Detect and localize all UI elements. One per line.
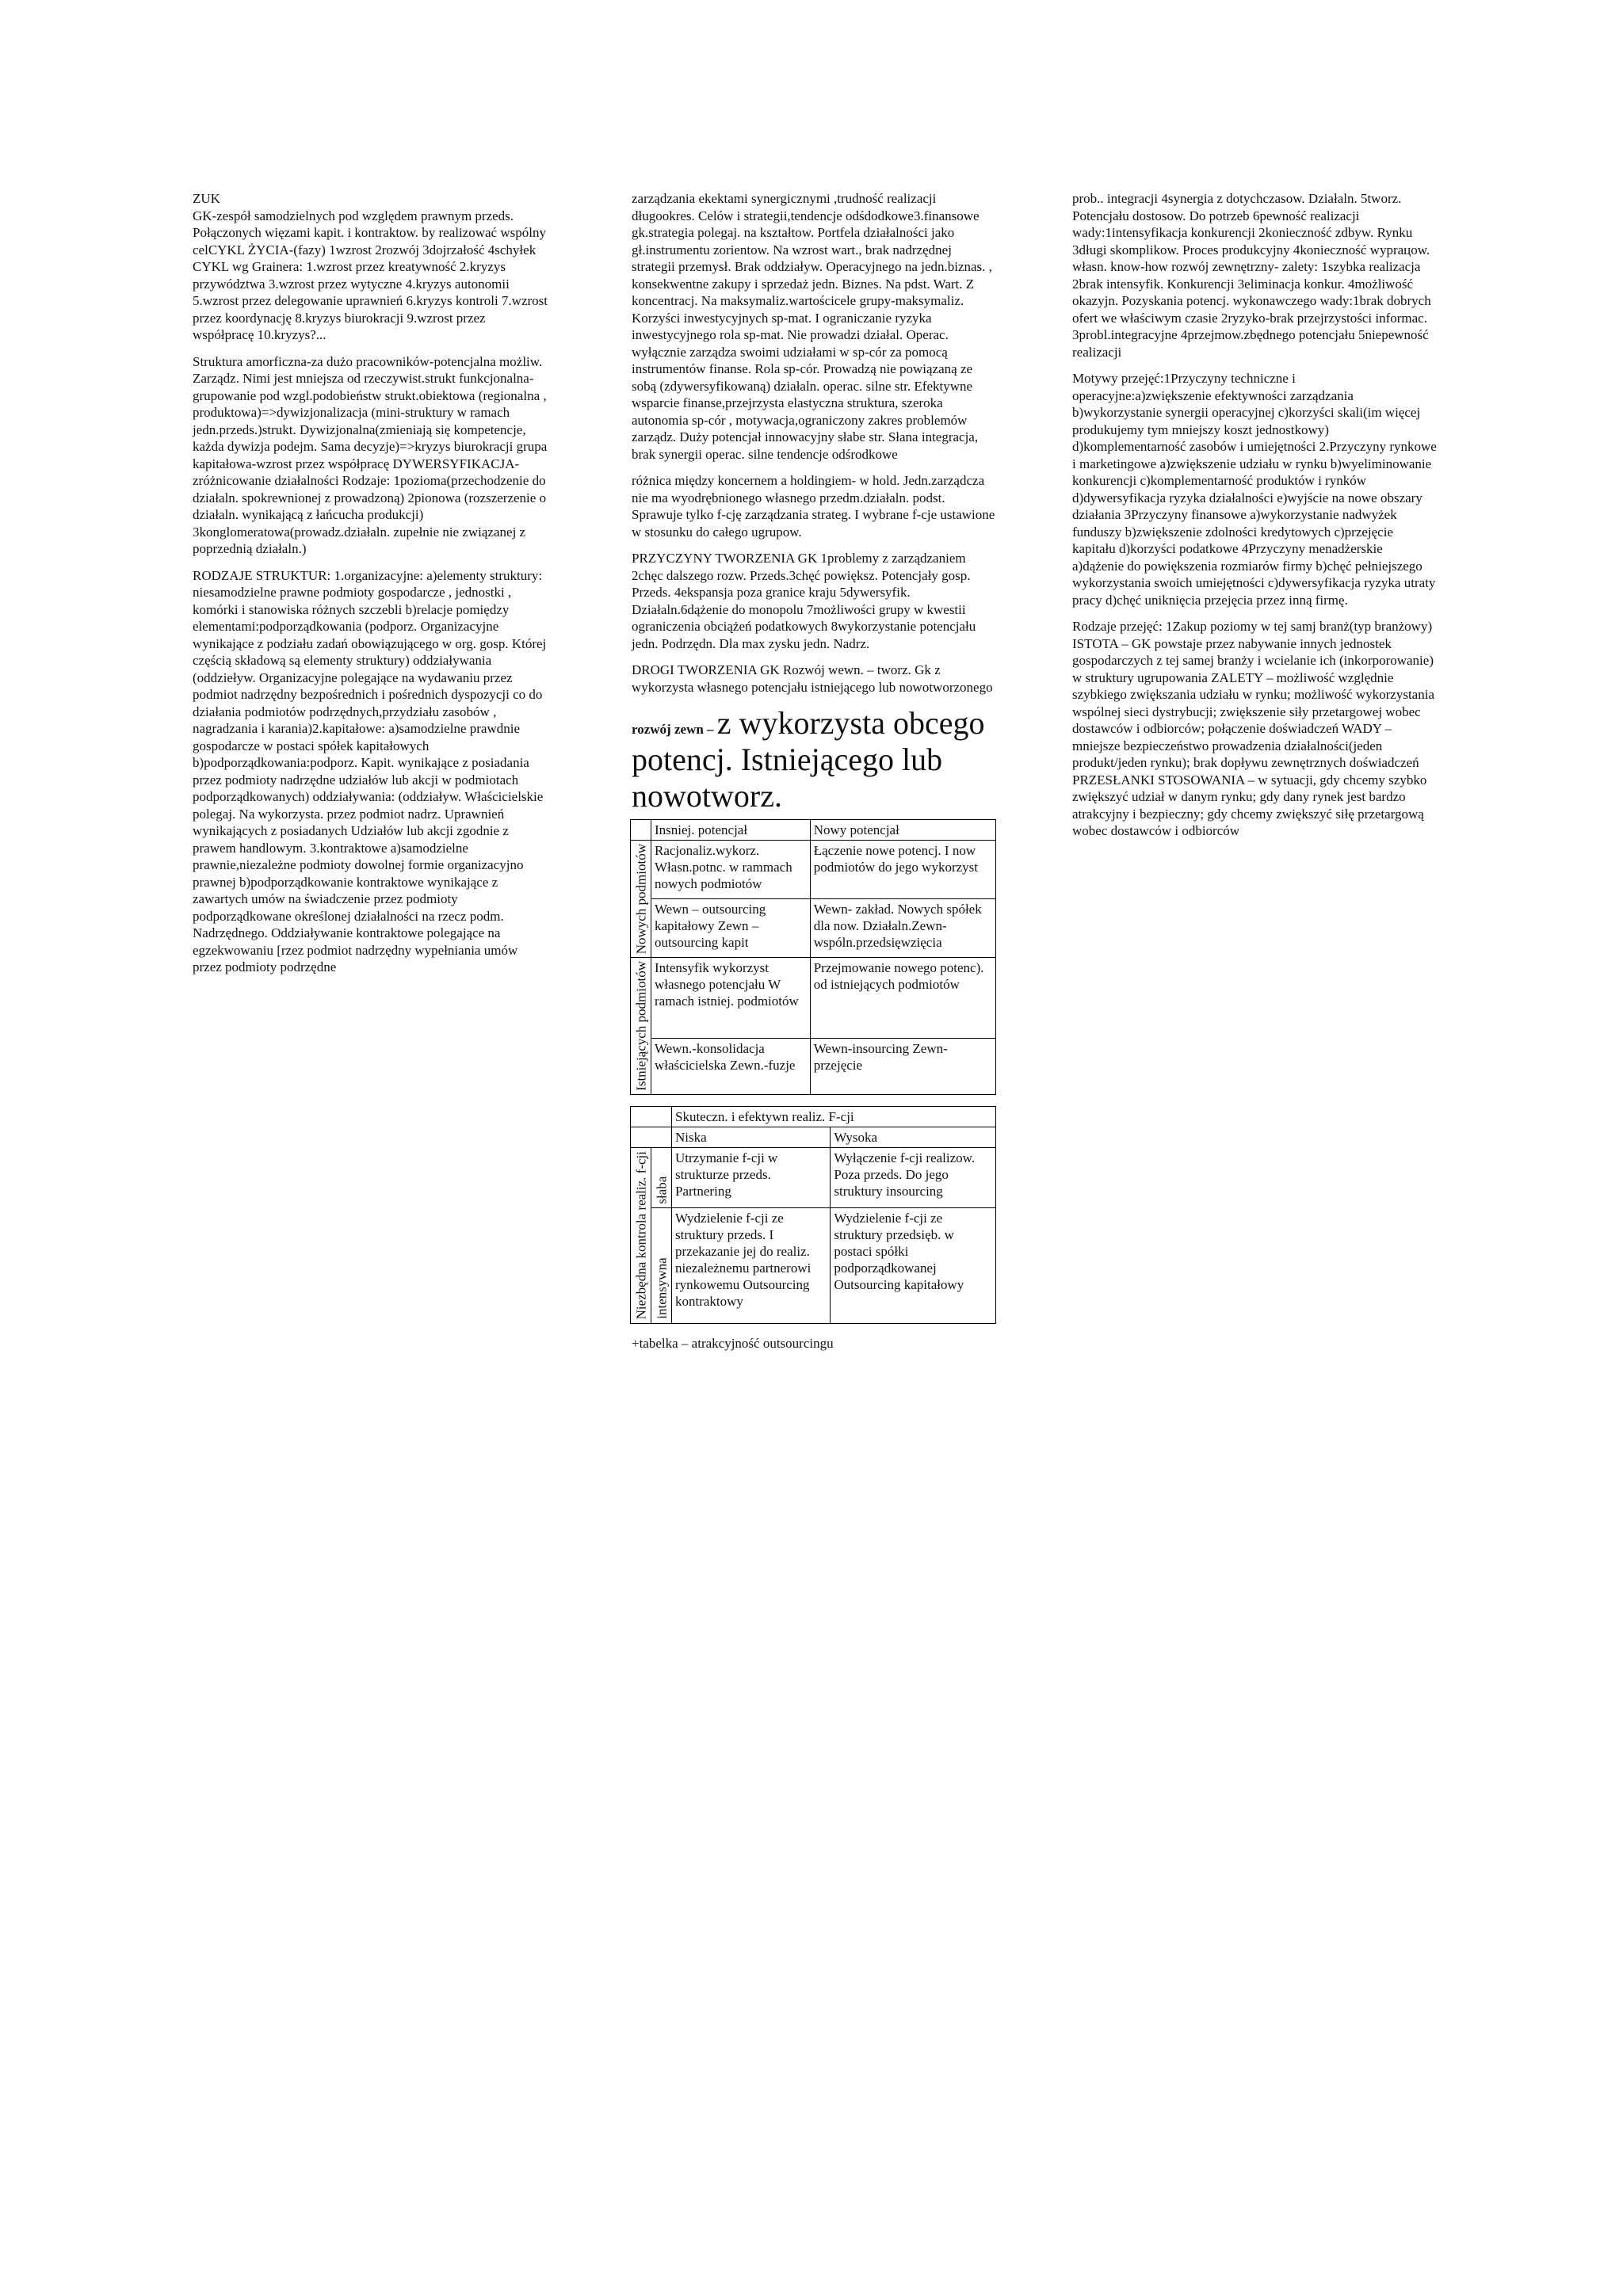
- table-cell: Racjonaliz.wykorz. Własn.potnc. w rammach nowych podmiotów: [651, 841, 811, 899]
- table-cell: Intensyfik wykorzyst własnego potencjału W ramach istniej. podmiotów: [651, 958, 811, 1039]
- table-cell: Przejmowanie nowego potenc). od istniejących podmiotów: [810, 958, 995, 1039]
- table-cell: Wewn- zakład. Nowych spółek dla now. Działaln.Zewn-wspóln.przedsięwzięcia: [810, 899, 995, 958]
- section-text: PRZYCZYNY TWORZENIA GK 1problemy z zarządzaniem 2chęc dalszego rozw. Przeds.3chęć powiększ. Potencjały gosp. Przeds. 4ekspansja poza granice kraju 5dywersyfik. Działaln.6dążenie do monopolu 7możliwości grupy w kwestii ograniczenia obciążeń podatkowych 8wykorzystanie potencjału jedn. Podrzędn. Dla max zysku jedn. Nadrz.: [632, 551, 976, 651]
- outsourcing-table: [630, 1106, 996, 1323]
- section-block: [193, 567, 549, 976]
- section-text: prob.. integracji 4synergia z dotychczasow. Działaln. 5tworz. Potencjału dostosow. Do potrzeb 6pewność realizacji wady:1intensyfikacja konkurencji 2konieczność zdbyw. Rynku 3długi skomplikow. Proces produkcyjny 4konieczność wyprацow. własn. know-how rozwój zewnętrzny- zalety: 1szybka realizacja 2brak intensyfik. Konkurencji 3eliminacja konkur. 4możliwość okazyjn. Pozyskania potencj. wykonawczego wady:1brak dobrych ofert we właściwym czasie 2ryzyko-brak przejrzystości informac. 3probl.integracyjne 4przejmow.zbędnego potencjału 5niepewność realizacji: [1072, 191, 1431, 360]
- column-left: [193, 190, 549, 986]
- section-text: różnica między koncernem a holdingiem- w hold. Jedn.zarządcza nie ma wyodrębnionego własnego przedm.działaln. podst. Sprawuje tylko f-cję zarządzania strateg. I wybrane f-cje ustawione w stosunku do całego ugrupow.: [632, 473, 995, 540]
- row-group-label: Istniejących podmiotów: [631, 958, 651, 1095]
- external-growth-heading: [632, 705, 996, 814]
- table-cell: Wyłączenie f-cji realizow. Poza przeds. Do jego struktury insourcing: [831, 1148, 996, 1208]
- section-text: GK-zespół samodzielnych pod względem prawnym przeds. Połączonych więzami kapit. i kontraktow. by realizować wspólny celCYKL ŻYCIA-(fazy) 1wzrost 2rozwój 3dojrzałość 4schyłek CYKL wg Grainera: 1.wzrost przez kreatywność 2.kryzys przywództwa 3.wzrost przez wytyczne 4.kryzys autonomii 5.wzrost przez delegowanie uprawnień 6.kryzys kontroli 7.wzrost przez koordynację 8.kryzys biurokracji 9.wzrost przez współpracę 10.kryzys?...: [193, 208, 548, 342]
- section-title: ZUK: [193, 191, 220, 206]
- section-block: [1072, 618, 1437, 840]
- section-text: RODZAJE STRUKTUR: 1.organizacyjne: a)elementy struktury: niesamodzielne prawne podmioty gospodarcze , jednostki , komórki i stanowiska różnych szczebli b)relacje pomiędzy elementami:podporządkowania (podporz. Organizacyjne wynikające z podziału zadań obowiązującego w org. gosp. Której częścią składową są elementy struktury) oddziaływania (oddzieływ. Organizacyjne polegające na wydawaniu przez podmiot nadrzędny bezpośrednich i pośrednich dyspozycji co do działania podmiotów podrzędnych,przydziału zasobów , nagradzania i karania)2.kapitałowe: a)samodzielne prawdnie gospodarcze w postaci spółek kapitałowych b)podporządkowania:podporz. Kapit. wynikające z posiadania przez podmioty nadrzędne udziałów lub akcji w podmiotach podporządkowanych) oddziaływania: (oddziaływ. Właścicielskie polegaj. Na wykorzysta. przez podmiot nadrz. Uprawnień wynikających z posiadanych Udziałów lub akcji zgodnie z prawem handlowym. 3.kontraktowe a)samodzielne prawnie,niezależne podmioty dowolnej formie organizacyjno prawnej b)podporządkowanie kontraktowe wynikające z zawartych umów na świadczenie przez podmioty podporządkowane określonej działalności na rzecz podm. Nadrzędnego. Oddziaływanie kontraktowe polegające na egzekwowaniu [rzez podmiot nadrzędny wypełniania umów przez podmioty podrzędne: [193, 567, 547, 974]
- growth-matrix-table: [630, 819, 996, 1095]
- section-block: [632, 472, 996, 540]
- column-middle: [632, 190, 996, 1352]
- col-header: Niska: [672, 1127, 831, 1148]
- table-cell: Wydzielenie f-cji ze struktury przedsięb. w postaci spółki podporządkowanej Outsourcing kapitałowy: [831, 1207, 996, 1323]
- sub-label: słaba: [651, 1148, 672, 1208]
- col-header: Insniej. potencjał: [651, 820, 811, 841]
- section-text: Rodzaje przejęć: 1Zakup poziomy w tej samj branż(typ branżowy) ISTOTA – GK powstaje przez nabywanie innych jednostek gospodarczych z tej samej branży i wcielanie ich (inkorporowanie) w struktury ugrupowania ZALETY – możliwość względnie szybkiego zwiększania udziału w rynku; możliwość wykorzystania wspólnej sieci dystrybucji; zwiększenie siły przetargowej wobec dostawców i odbiorców; połączenie doświadczeń WADY – mniejsze bezpieczeństwo prowadzenia działalności(jeden produkt/jeden rynku); brak dopływu zewnętrznych doświadczeń PRZESŁANKI STOSOWANIA – w sytuacji, gdy chcemy szybko zwiększyć udział w danym rynku; gdy dany rynek jest bardzo atrakcyjny i bezpieczny; gdy chcemy zwiększyć siłę przetargową wobec dostawców i odbiorców: [1072, 619, 1434, 838]
- heading-big: z wykorzysta obcego potencj. Istniejącego lub nowotworz.: [632, 705, 985, 814]
- table-cell: Wewn.-konsolidacja właścicielska Zewn.-fuzje: [651, 1039, 811, 1095]
- row-label: Niezbędna kontrola realiz. f-cji: [631, 1148, 651, 1323]
- table-caption: +tabelka – atrakcyjność outsourcingu: [632, 1335, 834, 1351]
- table-cell: Wydzielenie f-cji ze struktury przeds. I przekazanie jej do realiz. niezależnemu partnerowi rynkowemu Outsourcing kontraktowy: [672, 1207, 831, 1323]
- section-block: [632, 662, 996, 696]
- section-text: Motywy przejęć:1Przyczyny techniczne i operacyjne:a)zwiększenie efektywności zarządzania b)wykorzystanie synergii operacyjnej c)korzyści skali(im więcej produkujemy tym mniejszy koszt jednostkowy) d)komplementarność zasobów i umiejętności 2.Przyczyny rynkowe i marketingowe a)zwiększenie udziału w rynku b)wyeliminowanie konkurencji c)komplementarność produktów i rynków d)dywersyfikacja ryzyka działalności e)wyjście na nowe obszary działania 3Przyczyny finansowe a)wykorzystanie nadwyżek funduszy b)zwiększenie zdolności kredytowych c)przejęcie kapitału d)korzyści podatkowe 4Przyczyny menadżerskie a)dążenie do powiększenia rozmiarów firmy b)chęć pełniejszego wykorzystania swoich umiejętności c)dywersyfikacja ryzyka utraty pracy d)chęć uniknięcia przejęcia przez inną firmę.: [1072, 371, 1437, 608]
- section-block: [1072, 190, 1437, 360]
- table-cell: Wewn-insourcing Zewn- przejęcie: [810, 1039, 995, 1095]
- table-cell: Wewn – outsourcing kapitałowy Zewn – outsourcing kapit: [651, 899, 811, 958]
- section-text: zarządzania ekektami synergicznymi ,trudność realizacji długookres. Celów i strategii,tendencje odśdodkowe3.finansowe gk.strategia polegaj. na kształtow. Portfela działalności jako gł.instrumentu zorientow. Na wzrost wart., brak nadrzędnej strategii przemysł. Brak oddziaływ. Operacyjnego na jedn.biznas. , konsekwentne zakupy i sprzedaż jedn. Biznes. Na pdst. Wart. Z koncentracj. Na maksymaliz.wartościcele grupy-maksymaliz. Korzyści inwestycyjnych sp-mat. I ograniczanie ryzyka inwestycyjnego rola sp-mat. Nie prowadzi działal. Operac. wyłącznie zarządza swoimi udziałami w sp-cór za pomocą instrumentów finanse. Rola sp-cór. Prowadzą nie powiązaną ze sobą (zdywersyfikowaną) działaln. operac. silne str. Efektywne wsparcie finanse,przejrzysta elastyczna struktura, szeroka autonomia sp-cór , motywacja,ograniczony zakres problemów zarządz. Duży potencjał innowacyjny słabe str. Słana integracja, brak synergii operac. silne tendencje odśrodkowe: [632, 191, 992, 462]
- col-header: Wysoka: [831, 1127, 996, 1148]
- row-group-label: Nowych podmiotów: [631, 841, 651, 958]
- table-title: Skuteczn. i efektywn realiz. F-cji: [672, 1107, 996, 1127]
- section-block: [632, 190, 996, 463]
- col-header: Nowy potencjał: [810, 820, 995, 841]
- section-block: [193, 353, 549, 558]
- sub-label: intensywna: [651, 1207, 672, 1323]
- section-text: Struktura amorficzna-za dużo pracowników-potencjalna możliw. Zarządz. Nimi jest mniejsza od rzeczywist.strukt funkcjonalna-grupowanie pod wzgl.podobieństw strukt.obiektowa (regionalna , produktowa)=>dywizjonalizacja (mini-struktury w ramach jedn.przeds.)strukt. Dywizjonalna(zmieniają się kompetencje, każda dywizja podejm. Sama decyzje)=>kryzys biurokracji grupa kapitałowa-wzrost przez współpracę DYWERSYFIKACJA- zróżnicowanie działalności Rodzaje: 1pozioma(przechodzenie do działaln. spokrewnionej z prowadzoną) 2pionowa (rozszerzenie o działaln. wynikającą z łańcucha produkcji) 3konglomeratowa(prowadz.działaln. zupełnie nie związanej z poprzednią działaln.): [193, 353, 548, 556]
- table-cell: Łączenie nowe potencj. I now podmiotów do jego wykorzyst: [810, 841, 995, 899]
- column-right: [1072, 190, 1437, 849]
- section-block: [632, 550, 996, 652]
- section-text: DROGI TWORZENIA GK Rozwój wewn. – tworz. Gk z wykorzysta własnego potencjału istniejącego lub nowotworzonego: [632, 662, 993, 695]
- section-block: [193, 190, 549, 344]
- table-cell: Utrzymanie f-cji w strukturze przeds. Partnering: [672, 1148, 831, 1208]
- section-block: [1072, 370, 1437, 608]
- heading-lead: rozwój zewn –: [632, 722, 714, 737]
